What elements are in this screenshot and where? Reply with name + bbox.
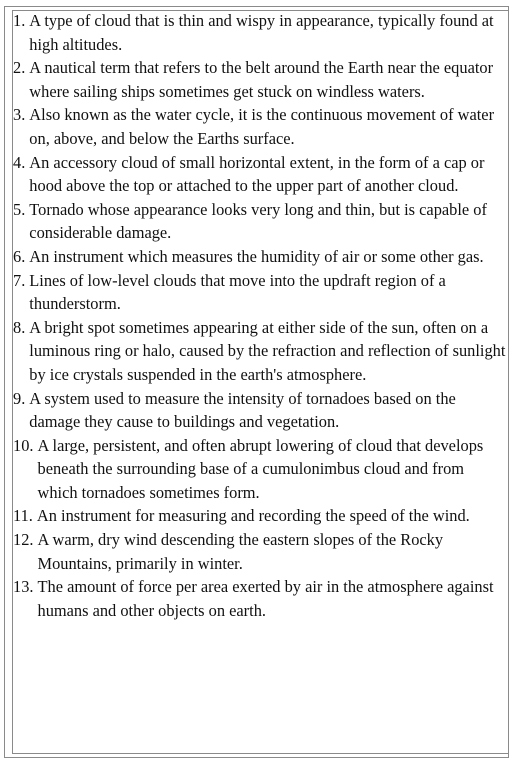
clue-list [13, 9, 506, 622]
clue-item [13, 103, 506, 150]
clue-item [13, 434, 506, 505]
clue-number: 3. [13, 105, 26, 125]
clue-item [13, 387, 506, 434]
clue-item [13, 198, 506, 245]
clue-number: 5. [13, 199, 26, 219]
clue-number: 12. [13, 530, 34, 550]
clue-text: Also known as the water cycle, it is the continuous movement of water on, above, and below the Earths surface. [29, 105, 495, 148]
clue-item [13, 528, 506, 575]
clue-text: A system used to measure the intensity of tornadoes based on the damage they cause to buildings and vegetation. [29, 388, 456, 432]
clue-text: A bright spot sometimes appearing at either side of the sun, often on a luminous ring or halo, caused by the refraction and reflection of sunlight by ice crystals suspended in the earth's atmosphere. [29, 317, 506, 384]
clue-text: An instrument for measuring and recording the speed of the wind. [36, 506, 470, 526]
clue-item [13, 575, 506, 622]
clue-text: Lines of low-level clouds that move into the updraft region of a thunderstorm. [29, 270, 446, 314]
clue-number: 4. [13, 152, 26, 172]
clue-text: Tornado whose appearance looks very long and thin, but is capable of considerable damage. [29, 199, 487, 243]
clue-item [13, 56, 506, 103]
clue-text: An accessory cloud of small horizontal extent, in the form of a cap or hood above the top or attached to the upper part of another cloud. [29, 152, 485, 196]
clue-number: 7. [13, 270, 26, 290]
clue-number: 2. [13, 58, 26, 78]
clue-number: 6. [13, 246, 26, 266]
clue-number: 13. [13, 577, 34, 597]
clue-item [13, 151, 506, 198]
clue-text: A warm, dry wind descending the eastern slopes of the Rocky Mountains, primarily in winter. [37, 530, 444, 573]
clue-item [13, 9, 506, 56]
clue-item [13, 245, 506, 269]
clue-text: A large, persistent, and often abrupt lowering of cloud that develops beneath the surrounding base of a cumulonimbus cloud and from which tornadoes sometimes form. [37, 435, 484, 502]
clue-text: A type of cloud that is thin and wispy in appearance, typically found at high altitudes. [29, 11, 494, 54]
clue-item [13, 269, 506, 316]
clue-number: 10. [13, 435, 34, 455]
clue-number: 11. [13, 506, 33, 526]
clue-text: A nautical term that refers to the belt around the Earth near the equator where sailing ships sometimes get stuck on windless waters. [29, 58, 494, 101]
clue-text: The amount of force per area exerted by air in the atmosphere against humans and other objects on earth. [37, 577, 494, 620]
clue-number: 8. [13, 317, 26, 337]
clue-item [13, 504, 506, 528]
clue-text: An instrument which measures the humidity of air or some other gas. [29, 246, 484, 266]
clue-number: 1. [13, 11, 26, 30]
clue-number: 9. [13, 388, 26, 408]
clue-item [13, 316, 506, 387]
